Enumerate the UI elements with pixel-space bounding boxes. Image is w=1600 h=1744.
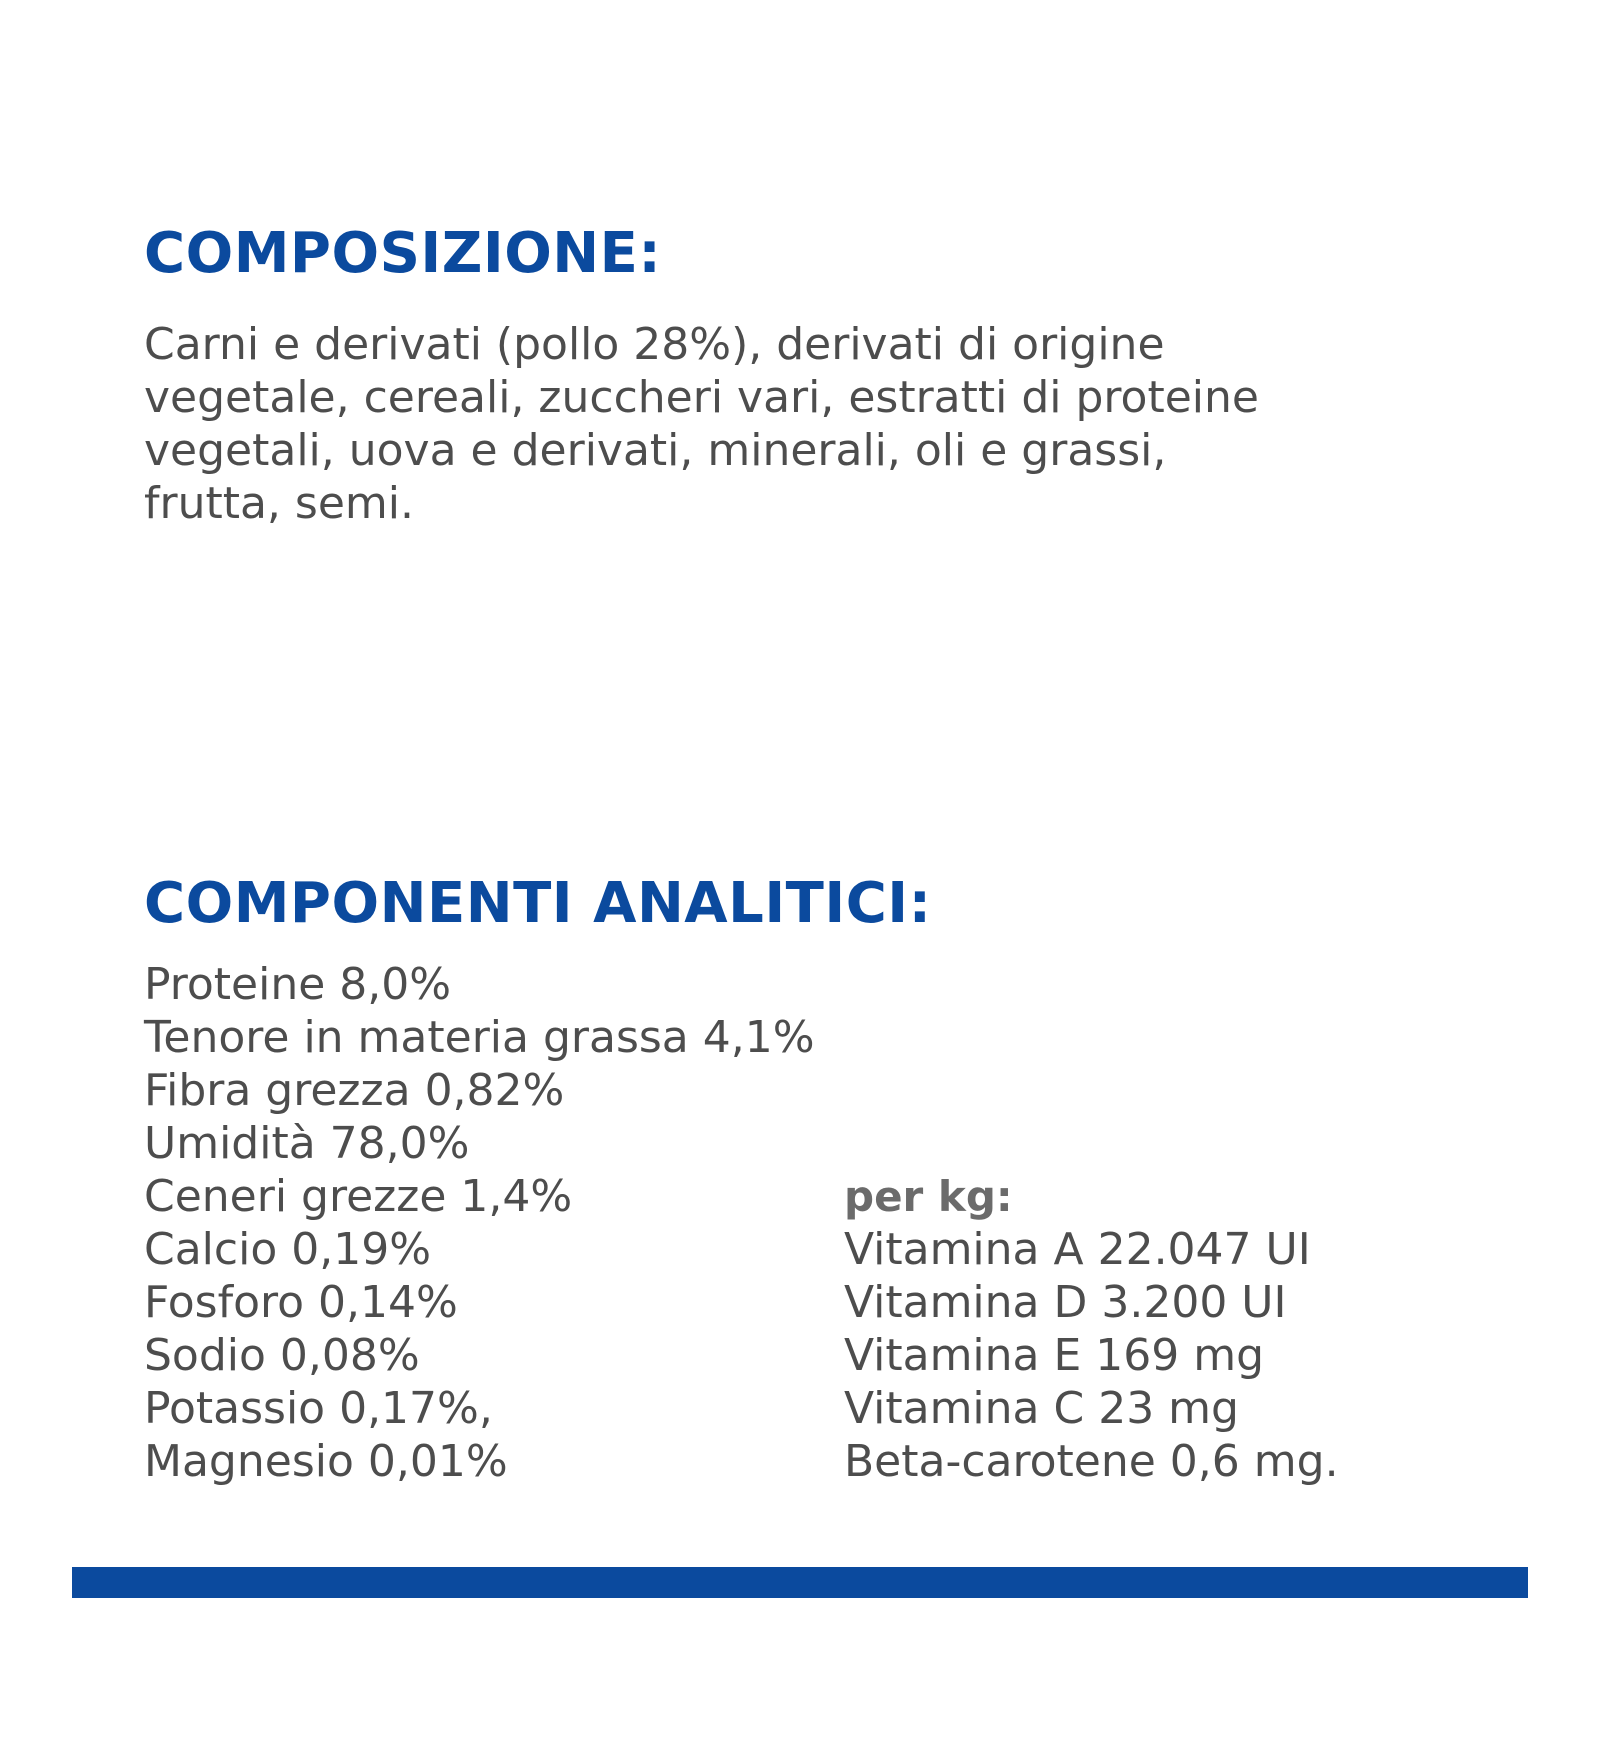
- vitamin-item: Vitamina E 169 mg: [844, 1330, 1265, 1381]
- vitamin-item: Vitamina C 23 mg: [844, 1383, 1239, 1434]
- vitamin-list: [844, 1223, 1339, 1488]
- composition-line: vegetali, uova e derivati, minerali, oli e grassi,: [144, 425, 1167, 476]
- composition-line: Carni e derivati (pollo 28%), derivati di origine: [144, 319, 1165, 370]
- nutrient-item: Magnesio 0,01%: [144, 1436, 508, 1487]
- composition-text: [144, 318, 1474, 530]
- vitamin-item: Beta-carotene 0,6 mg.: [844, 1436, 1339, 1487]
- nutrient-item: Fosforo 0,14%: [144, 1277, 458, 1328]
- composition-heading: COMPOSIZIONE:: [144, 221, 662, 286]
- composition-line: frutta, semi.: [144, 478, 414, 529]
- nutrient-item: Potassio 0,17%,: [144, 1383, 493, 1434]
- vitamin-item: Vitamina A 22.047 UI: [844, 1224, 1311, 1275]
- nutrient-item: Ceneri grezze 1,4%: [144, 1171, 573, 1222]
- nutrient-item: Umidità 78,0%: [144, 1118, 470, 1169]
- nutrient-item: Sodio 0,08%: [144, 1330, 420, 1381]
- nutrient-list: [144, 958, 815, 1488]
- nutrient-item: Fibra grezza 0,82%: [144, 1065, 565, 1116]
- nutrient-item: Proteine 8,0%: [144, 959, 452, 1010]
- nutrient-item: Tenore in materia grassa 4,1%: [144, 1012, 815, 1063]
- vitamin-item: Vitamina D 3.200 UI: [844, 1277, 1287, 1328]
- composition-line: vegetale, cereali, zuccheri vari, estratti di proteine: [144, 372, 1259, 423]
- nutrient-item: Calcio 0,19%: [144, 1224, 432, 1275]
- analytical-components-heading: COMPONENTI ANALITICI:: [144, 871, 932, 936]
- bottom-accent-bar: [72, 1567, 1528, 1598]
- per-kg-label: per kg:: [844, 1172, 1013, 1221]
